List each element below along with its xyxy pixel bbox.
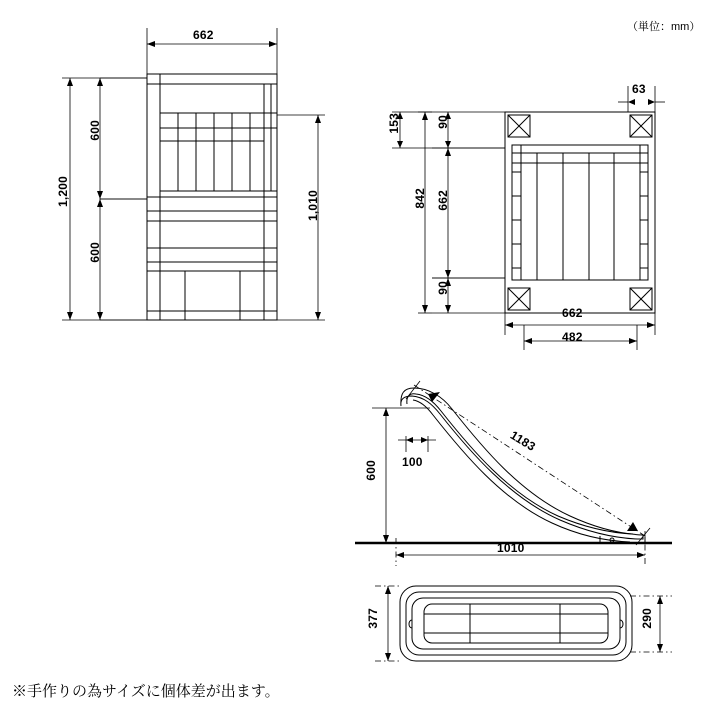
slide-base-length-label: 1010 xyxy=(497,541,525,555)
unit-note: （単位：mm） xyxy=(627,21,701,33)
front-upper-height-label: 600 xyxy=(88,120,102,141)
slide-nose-offset-dimension xyxy=(398,436,436,452)
side-view-body xyxy=(505,112,655,313)
slide-slope-label: 1183 xyxy=(507,428,539,454)
slide-top-body xyxy=(400,586,632,661)
side-total-label: 842 xyxy=(413,188,427,209)
side-corner-label: 63 xyxy=(632,82,646,96)
front-width-label: 662 xyxy=(193,28,214,42)
side-middle-dimension xyxy=(432,148,505,278)
side-top-band-label: 90 xyxy=(436,115,450,129)
slide-top-outer-label: 377 xyxy=(366,608,380,629)
slide-slope-dimension xyxy=(406,381,650,545)
front-total-height-label: 1,200 xyxy=(56,176,70,208)
slide-top-inner-label: 290 xyxy=(640,608,654,629)
side-base-width-label: 482 xyxy=(562,330,583,344)
front-lower-height-label: 600 xyxy=(88,242,102,263)
slide-height-dimension xyxy=(372,408,430,543)
side-total-dimension xyxy=(418,112,432,313)
side-top-offset-label: 153 xyxy=(387,113,401,134)
side-middle-label: 662 xyxy=(436,190,450,211)
front-view-body xyxy=(147,74,277,320)
slide-height-label: 600 xyxy=(364,460,378,481)
slide-nose-offset-label: 100 xyxy=(402,455,423,469)
front-lower-height-dimension xyxy=(97,199,147,320)
footer-note: ※手作りの為サイズに個体差が出ます。 xyxy=(12,683,280,700)
front-upper-height-dimension xyxy=(97,78,147,199)
front-right-height-label: 1,010 xyxy=(306,190,320,222)
side-inner-width-label: 662 xyxy=(562,306,583,320)
side-bottom-band-label: 90 xyxy=(436,281,450,295)
slide-side-body xyxy=(401,388,645,543)
